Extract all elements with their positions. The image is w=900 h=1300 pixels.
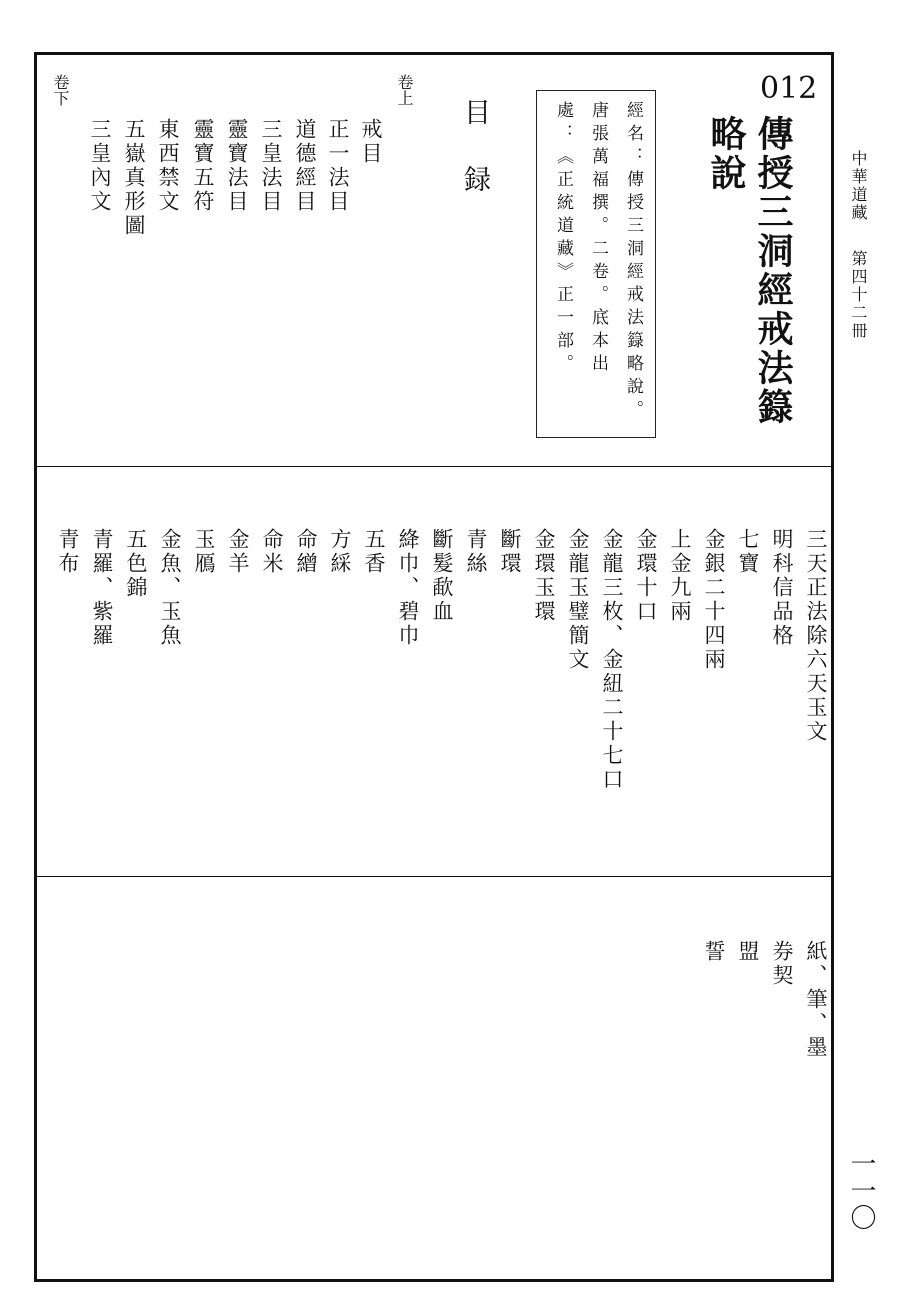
text-column: 青絲 — [464, 528, 488, 576]
text-column: 上金九兩 — [668, 528, 692, 624]
scripture-title: 傳授三洞經戒法籙 — [752, 115, 794, 427]
toc-item: 五嶽真形圖 — [122, 118, 146, 238]
text-column: 斷髮歃血 — [430, 528, 454, 624]
info-box — [536, 90, 656, 438]
text-column: 紙、筆、墨 — [804, 940, 828, 1060]
text-column: 金龍三枚、金紐二十七口 — [600, 528, 624, 792]
page-number: 一一〇 — [846, 1150, 876, 1231]
text-column: 券契 — [770, 940, 794, 988]
toc-item: 戒目 — [359, 118, 383, 166]
text-column: 三天正法除六天玉文 — [804, 528, 828, 744]
toc-volume-lower: 卷下 — [51, 74, 70, 106]
text-column: 玉鴈 — [192, 528, 216, 576]
text-column: 金環玉環 — [532, 528, 556, 624]
text-column: 青布 — [56, 528, 80, 576]
toc-item: 靈寶法目 — [225, 118, 249, 214]
text-column: 金環十口 — [634, 528, 658, 624]
text-column: 命米 — [260, 528, 284, 576]
toc-item: 道德經目 — [293, 118, 317, 214]
scripture-title-continued: 略說 — [705, 115, 747, 193]
toc-volume-upper: 卷上 — [395, 74, 414, 106]
text-column: 命繒 — [294, 528, 318, 576]
toc-item: 東西禁文 — [156, 118, 180, 214]
text-column: 七寶 — [736, 528, 760, 576]
text-column: 誓 — [702, 940, 726, 964]
section-divider-bottom — [34, 876, 834, 877]
toc-heading: 目録 — [459, 98, 490, 232]
text-column: 明科信品格 — [770, 528, 794, 648]
section-divider-top — [34, 466, 834, 467]
toc-item: 靈寶五符 — [191, 118, 215, 214]
text-column: 金羊 — [226, 528, 250, 576]
text-column: 金銀二十四兩 — [702, 528, 726, 672]
text-column: 盟 — [736, 940, 760, 964]
text-column: 斷環 — [498, 528, 522, 576]
info-line-2: 唐張萬福撰。二卷。底本出 — [588, 101, 608, 377]
text-column: 金龍玉璧簡文 — [566, 528, 590, 672]
collection-title: 中華道藏 — [849, 150, 868, 222]
toc-item: 正一法目 — [326, 118, 350, 214]
info-line-1: 經名：傳授三洞經戒法籙略說。 — [623, 101, 643, 423]
text-column: 方綵 — [328, 528, 352, 576]
text-column: 五香 — [362, 528, 386, 576]
text-column: 青羅、紫羅 — [90, 528, 114, 648]
toc-item: 三皇內文 — [88, 118, 112, 214]
info-line-3: 處：《正統道藏》正一部。 — [553, 101, 573, 377]
text-column: 絳巾、碧巾 — [396, 528, 420, 648]
text-column: 金魚、玉魚 — [158, 528, 182, 648]
toc-item: 三皇法目 — [259, 118, 283, 214]
scripture-number: 012 — [760, 71, 818, 106]
text-column: 五色錦 — [124, 528, 148, 600]
volume-label: 第四十二冊 — [849, 250, 868, 340]
